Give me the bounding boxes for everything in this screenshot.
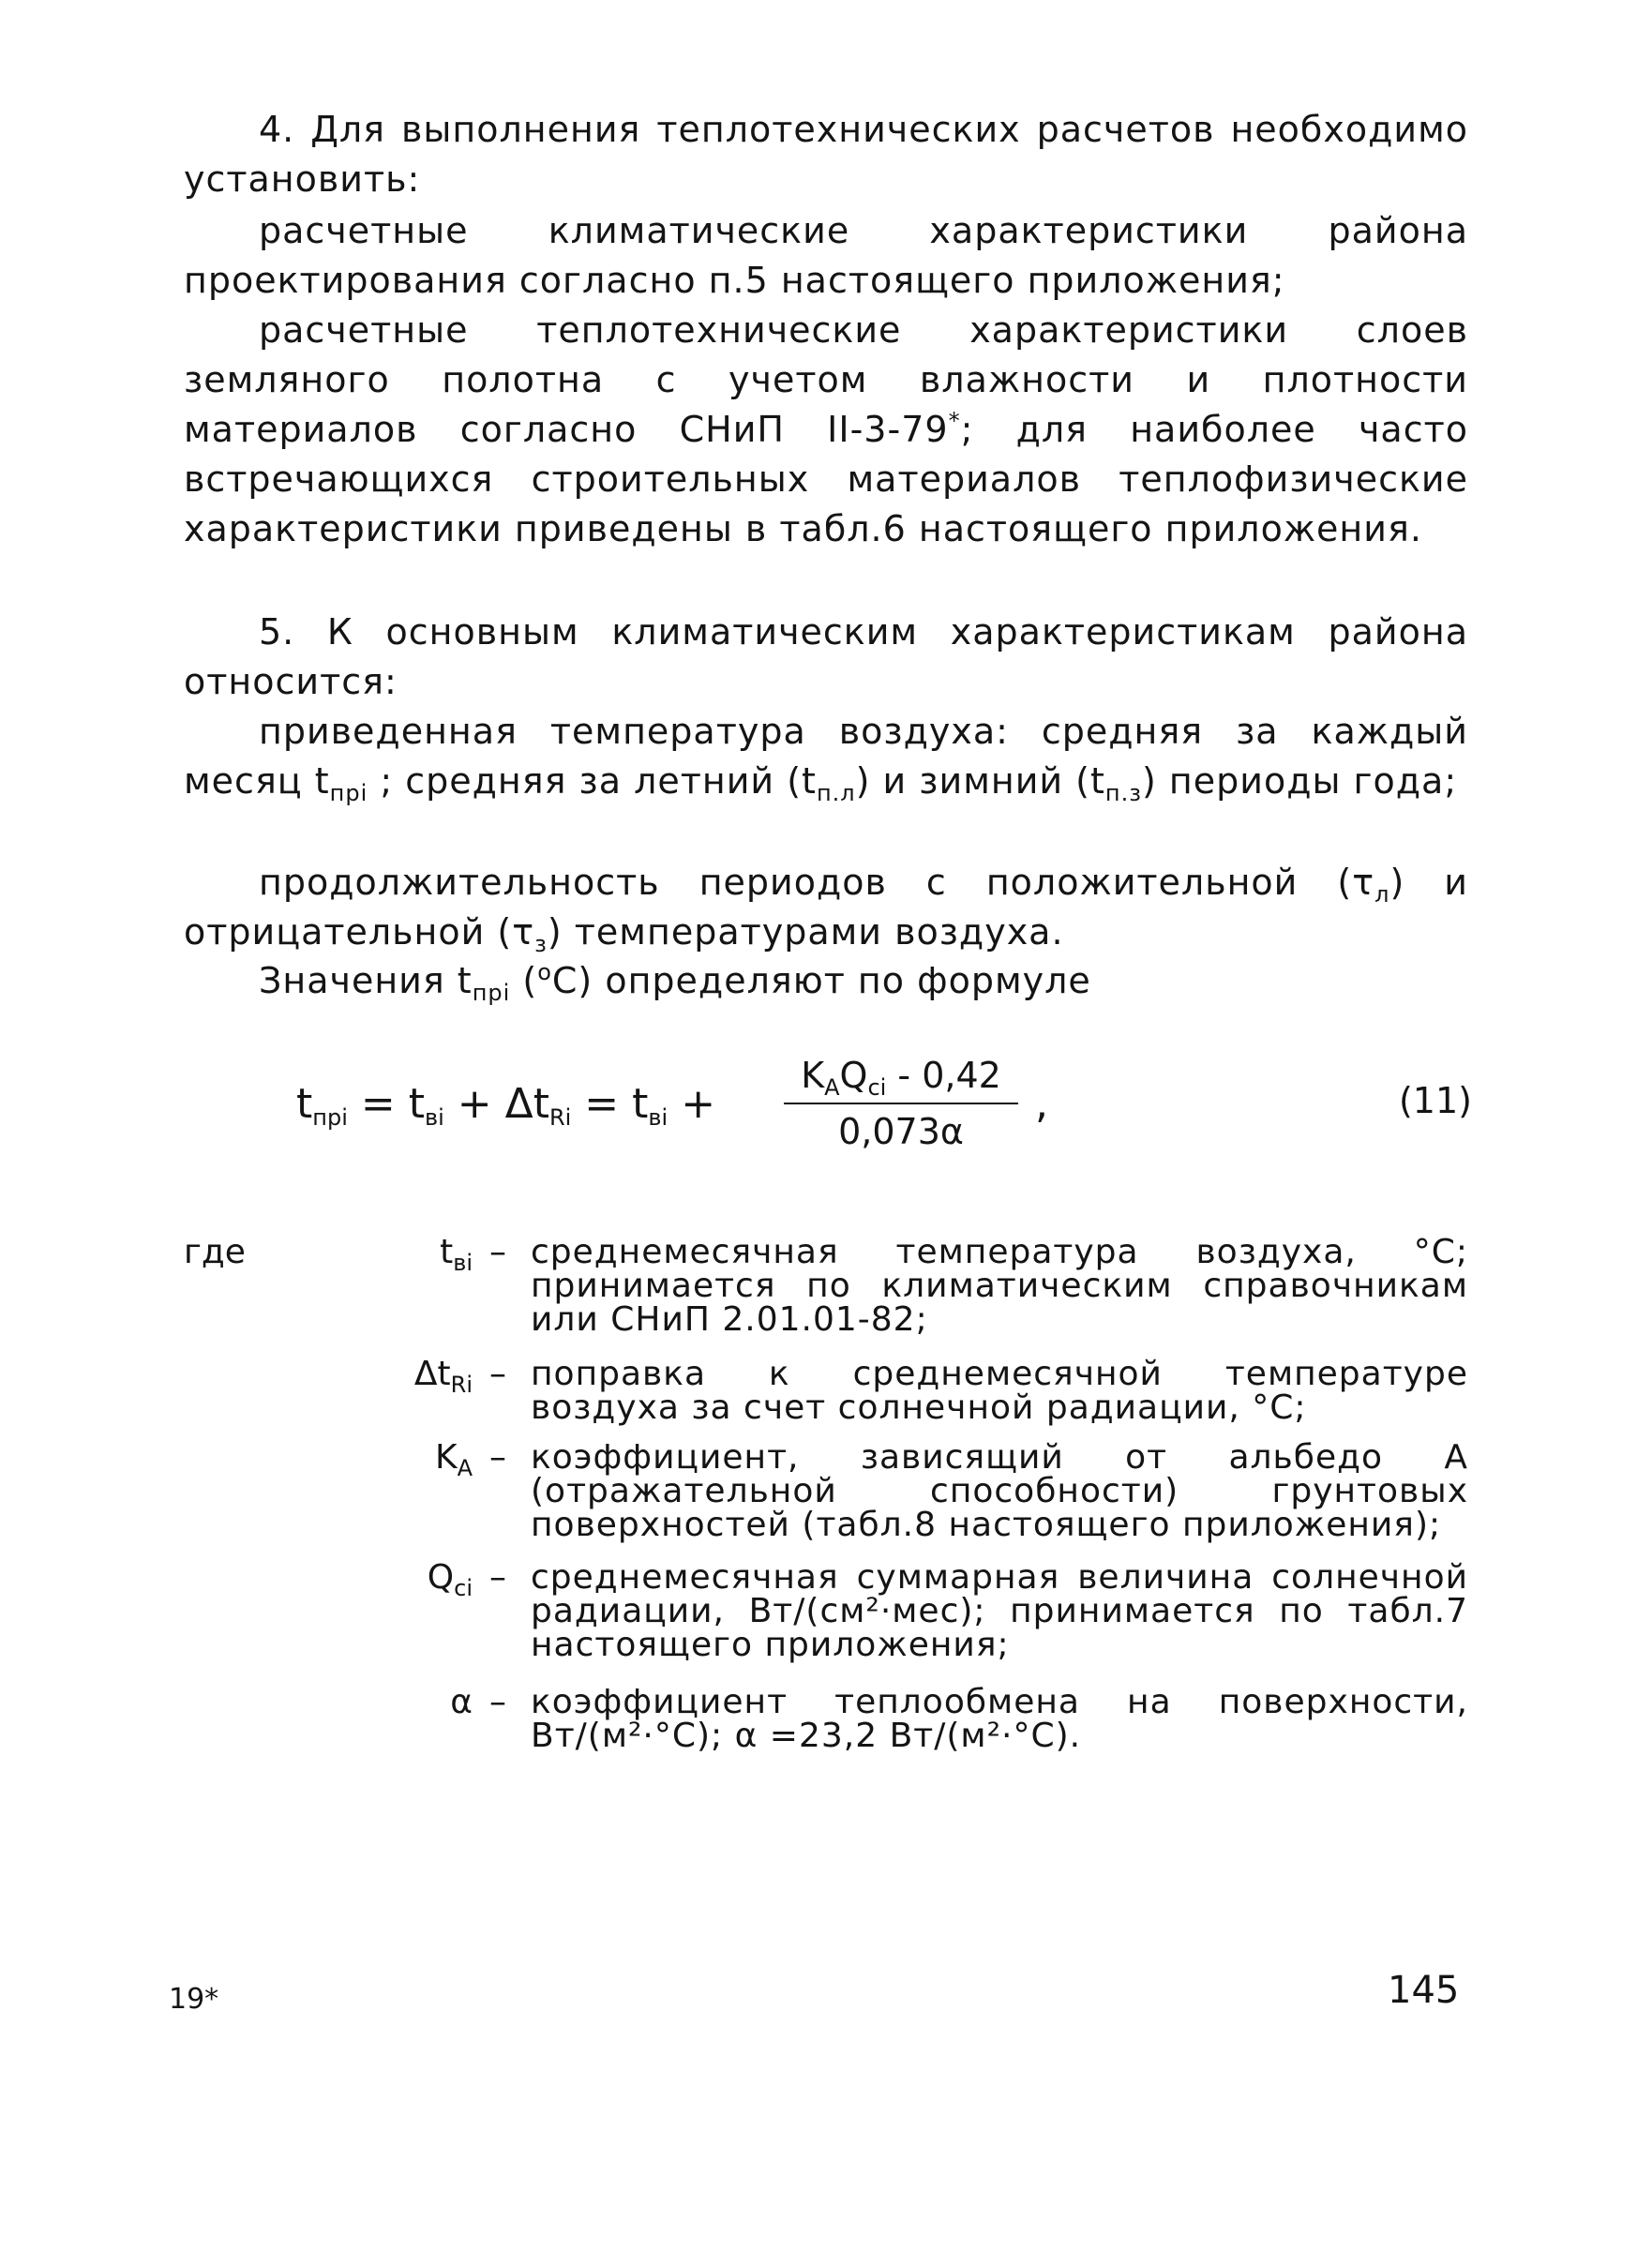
legend-dash: – [489, 1558, 506, 1597]
legend-text: среднемесячная температура воздуха, °С; принимается по климатическим справочникам или СНиП 2.01.01-82; [531, 1233, 1468, 1339]
fraction-denominator: 0,073α [838, 1111, 964, 1152]
legend-item-0 [184, 1233, 1478, 1339]
dur-text-b: ) и отрицательной (τ [184, 862, 1468, 953]
paragraph-item4-intro [184, 105, 1468, 204]
temp-text-b: ; средняя за летний (t [368, 760, 817, 802]
val-text-a: Значения t [259, 960, 473, 1001]
item4-req2-text-b: ; для наиболее часто встречающихся строительных материалов теплофизические характеристики приведены в табл.6 настоящего приложения. [184, 409, 1468, 549]
legend-dash: – [489, 1438, 506, 1477]
paragraph-item5-temperature [184, 707, 1468, 806]
legend-item-4 [184, 1683, 1478, 1755]
legend-item-2 [184, 1438, 1478, 1544]
formula-eq2: = t [571, 1080, 649, 1128]
item4-req2-text-a: расчетные теплотехнические характеристики слоев земляного полотна с учетом влажности и плотности материалов согласно СНиП II-3-79 [184, 309, 1468, 450]
legend-text: среднемесячная суммарная величина солнечной радиации, Вт/(см²·мес); принимается по табл.7 настоящего приложения; [531, 1558, 1468, 1664]
val-text-b: ( [510, 960, 538, 1001]
legend-text: коэффициент теплообмена на поверхности, Вт/(м²·°С); α =23,2 Вт/(м²·°С). [531, 1683, 1468, 1755]
paragraph-item5-duration [184, 858, 1468, 957]
symbol-sub: ci [454, 1575, 473, 1601]
legend-text: поправка к среднемесячной температуре воздуха за счет солнечной радиации, °С; [531, 1355, 1468, 1427]
temp-sub-2: п.л [816, 780, 856, 806]
formula-lhs-sub: прi [312, 1104, 348, 1131]
num-k-sub: A [824, 1074, 840, 1101]
page-number: 145 [1388, 1969, 1460, 2012]
formula-sub-1: вi [424, 1104, 444, 1131]
legend-symbol [268, 1438, 484, 1481]
symbol-main: Q [427, 1558, 455, 1597]
item4-req1-text: расчетные климатические характеристики района проектирования согласно п.5 настоящего приложения; [184, 210, 1468, 301]
temp-text-c: ) и зимний (t [855, 760, 1105, 802]
legend-dash: – [489, 1233, 506, 1271]
dur-sub-1: л [1374, 881, 1390, 908]
formula-tail: , [1035, 1080, 1048, 1128]
symbol-main: Δt [413, 1355, 451, 1393]
dur-text-c: ) температурами воздуха. [547, 911, 1064, 953]
temp-sub-3: п.з [1104, 780, 1142, 806]
legend-dash: – [489, 1355, 506, 1393]
symbol-sub: A [457, 1455, 473, 1481]
formula-sub-2: Ri [548, 1104, 572, 1131]
formula-plus2: + [668, 1080, 716, 1128]
formula-number: (11) [1398, 1080, 1472, 1121]
num-const: - 0,42 [886, 1055, 1001, 1096]
item4-req2-mark: * [948, 408, 961, 434]
fraction-bar [784, 1103, 1018, 1104]
dur-text-a: продолжительность периодов с положительной (τ [259, 862, 1375, 903]
symbol-sub: вi [453, 1250, 473, 1276]
paragraph-item4-req2 [184, 306, 1468, 554]
temp-text-d: ) периоды года; [1142, 760, 1458, 802]
num-q: Q [839, 1055, 868, 1096]
num-k: K [801, 1055, 825, 1096]
legend-where: где [184, 1233, 246, 1271]
legend-item-1 [184, 1355, 1478, 1427]
formula-lhs: t [296, 1080, 313, 1128]
fraction-numerator [784, 1050, 1018, 1101]
item5-intro-text: 5. К основным климатическим характеристикам района относится: [184, 611, 1468, 702]
symbol-sub: Ri [450, 1372, 473, 1398]
formula-sub-3: вi [648, 1104, 668, 1131]
paragraph-item5-values [184, 956, 1468, 1006]
legend-symbol [268, 1558, 484, 1601]
legend-symbol [268, 1233, 484, 1276]
formula-plus1: + Δt [443, 1080, 549, 1128]
symbol-main: t [440, 1233, 454, 1271]
val-sub: прi [472, 980, 511, 1006]
val-text-c: С) определяют по формуле [551, 960, 1091, 1001]
legend-symbol [268, 1355, 484, 1398]
paragraph-item4-req1 [184, 206, 1468, 306]
item4-intro-text: 4. Для выполнения теплотехнических расчетов необходимо установить: [184, 109, 1468, 200]
formula-fraction [784, 1050, 1018, 1157]
formula-eq1: = t [347, 1080, 425, 1128]
legend-symbol [268, 1683, 484, 1721]
paragraph-item5-intro [184, 608, 1468, 707]
temp-text-a: приведенная температура воздуха: средняя за каждый месяц t [184, 711, 1468, 802]
legend-dash: – [489, 1683, 506, 1721]
legend-item-3 [184, 1558, 1478, 1664]
formula-11 [296, 1050, 1487, 1172]
symbol-main: K [434, 1438, 458, 1477]
val-sup: о [537, 959, 552, 985]
formula-left-side [296, 1080, 716, 1131]
dur-sub-2: з [534, 931, 548, 957]
legend-text: коэффициент, зависящий от альбедо A (отражательной способности) грунтовых поверхностей (табл.8 настоящего приложения); [531, 1438, 1468, 1544]
num-q-sub: ci [867, 1074, 887, 1101]
symbol-main: α [450, 1683, 473, 1721]
temp-sub-1: прi [329, 780, 368, 806]
signature-mark: 19* [169, 1983, 219, 2016]
